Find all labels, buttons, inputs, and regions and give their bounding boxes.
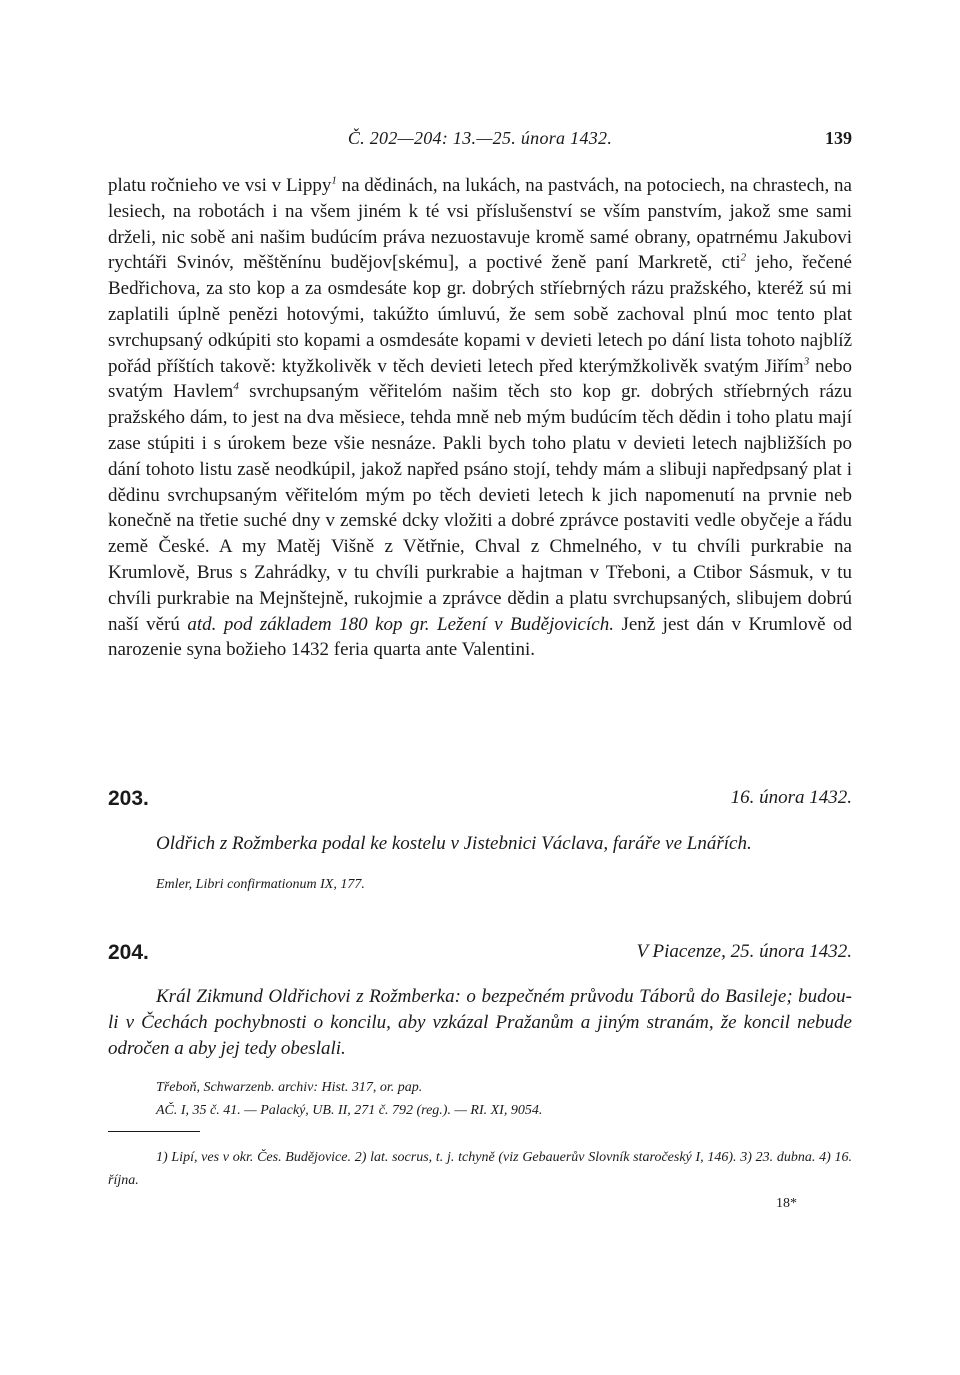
body-text-part: svrchupsaným věřitelóm našim těch sto kop gr. dobrých stříebrných rázu pražského dám, to jest na dva měsiece, tehda mně neb mým budúcím těch dědin i toho platu mají zase stúpiti i s úrokem beze všie nesnáze. Pakli bych toho platu v devieti letech najbližších po dání tohoto listu zasě neodkúpil, jakož napřed psáno stojí, tehdy mám a slibuji napředpsaný plat i dědinu svrchupsaným věřitelóm mým po těch devieti letech k jich napomenutí na prvnie neb konečně na třetie suché dny v zemské dcky vložiti a dobré zprávce postaviti vedle obyčeje a řádu země České. A my Matěj Višně z Větřnie, Chval z Chmelného, v tu chvíli purkrabie na Krumlově, Brus s Zahrádky, v tu chvíli purkrabie a hajtman v Třeboni, a Ctibor Sásmuk, v tu chvíli purkrabie na Mejnštejně, rukojmie a zprávce dědin a platu svrchupsaných, slibujem dobrú naší věrú [108,381,852,635]
signature-mark: 18* [776,1196,797,1211]
entry-204-source: Třeboň, Schwarzenb. archiv: Hist. 317, or. pap. [156,1080,423,1095]
footnote-ref-1: 1 [331,174,337,187]
footnotes: 1) Lipí, ves v okr. Čes. Budějovice. 2) lat. socrus, t. j. tchyně (viz Gebauerův Slovník staročeský I, 146). 3) 23. dubna. 4) 16. října. [108,1150,852,1188]
entry-204-source: AČ. I, 35 č. 41. — Palacký, UB. II, 271 č. 792 (reg.). — RI. XI, 9054. [156,1103,543,1118]
footnote-divider [108,1131,200,1132]
body-text-italic: atd. pod základem 180 kop gr. Ležení v Budějovicích. [187,613,614,635]
body-text-part: nebo svatým Havlem [108,355,852,403]
body-text-part: Jenž jest dán v Krumlově od narozenie syna božieho 1432 feria quarta ante Valentini. [108,613,852,661]
entry-number: 204. [108,941,149,964]
entry-number: 203. [108,787,149,810]
entry-204-heading [108,941,852,971]
entry-203-summary: Oldřich z Rožmberka podal ke kostelu v Jistebnici Václava, faráře ve Lnářích. [156,833,752,854]
entry-204-summary: Král Zikmund Oldřichovi z Rožmberka: o bezpečném průvodu Táborů do Basileje; budou-li v Čechách pochybnosti o koncilu, aby vzkázal Pražanům a jiným stranám, že koncil nebude odročen a aby jej tedy obeslali. [108,986,852,1059]
body-text-part: platu ročnieho ve vsi v Lippy [108,175,332,196]
footnote-ref-4: 4 [233,381,239,394]
page-number: 139 [825,128,852,148]
charter-text-continuation [108,173,852,663]
running-header [108,128,852,158]
body-text-part: jeho, řečené Bedřichova, za sto kop a za osmdesáte kop gr. dobrých stříebrných rázu pražského, kteréž sú mi zaplatili úplně penězi hotovými, takúžto úmluvú, že sem sobě zachoval plnú moc tento plat svrchupsaný odkúpiti sto kopami a osmdesáte kopami v devieti letech po dání lista tohoto najblíž pořád příštích takově: ktyžkolivěk v těch devieti letech před kterýmžkolivěk svatým Jiřím [108,252,852,377]
entry-203-source: Emler, Libri confirmationum IX, 177. [156,877,365,892]
header-title: Č. 202—204: 13.—25. února 1432. [347,128,613,148]
entry-date: 16. února 1432. [730,787,852,808]
footnote-ref-3: 3 [803,355,810,368]
entry-date: V Piacenze, 25. února 1432. [636,941,852,962]
body-text-part: na dědinách, na lukách, na pastvách, na potociech, na chrastech, na lesiech, na robotách i na všem jiném k té vsi příslušenství se vším panstvím, jakož sme sami drželi, nic sobě ani našim budúcím práva nezuostavuje kromě samé obrany, opatrnému Jakubovi rychtáři Svinóv, měštěnínu budějov[skému], a poctivé ženě paní Markretě, cti [108,175,852,274]
entry-203-heading [108,787,852,817]
footnote-ref-2: 2 [740,252,747,265]
document-page [108,0,852,1375]
